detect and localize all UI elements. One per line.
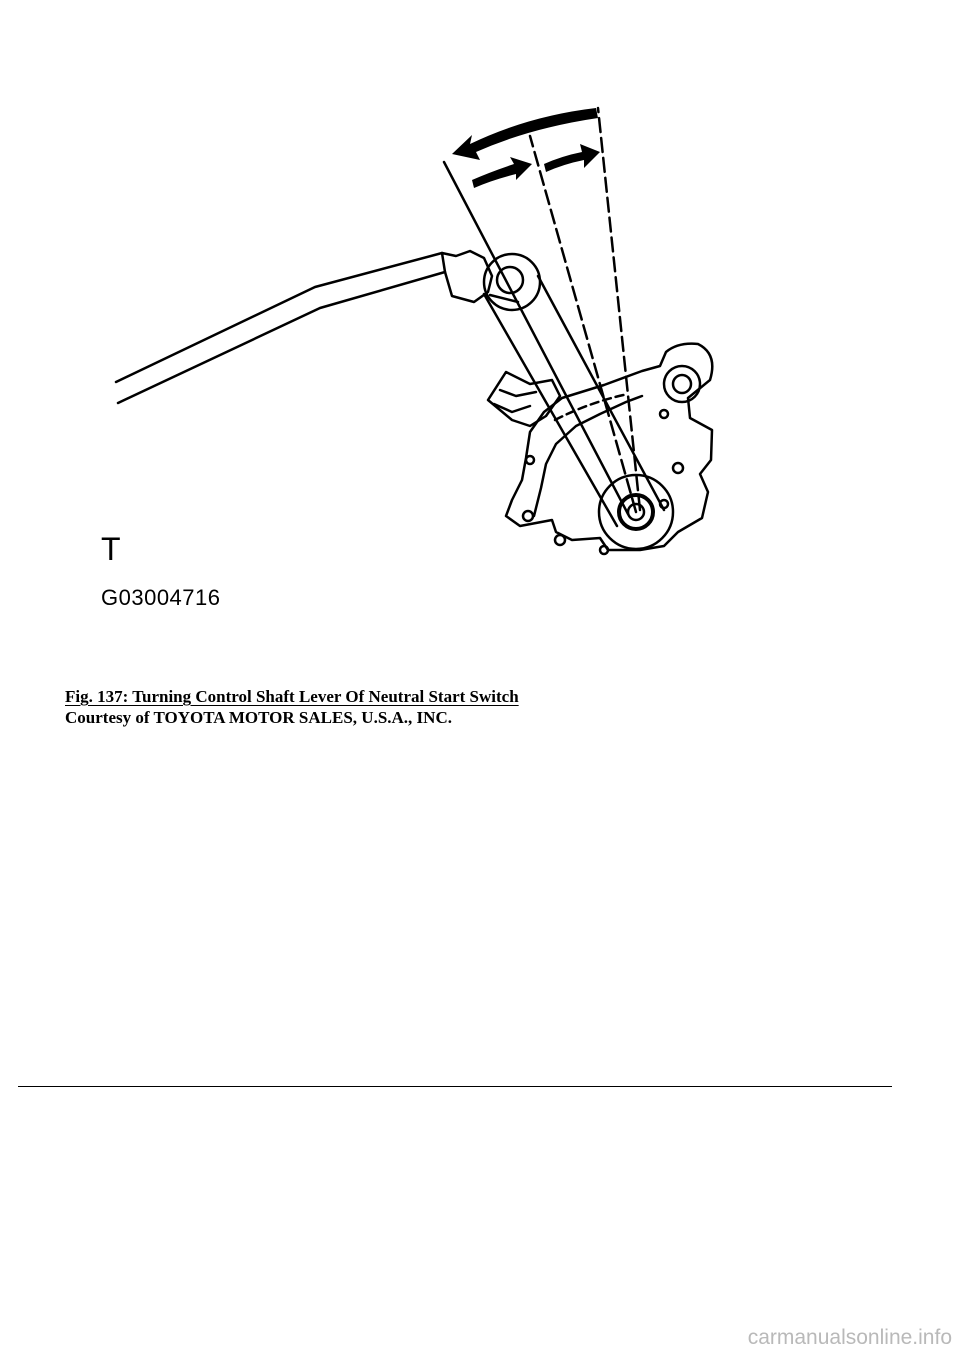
neutral-start-switch-drawing bbox=[60, 80, 780, 640]
rotation-arrow-left bbox=[452, 108, 598, 160]
rotation-arrow-right-1 bbox=[472, 157, 532, 188]
figure-label-letter: T bbox=[101, 531, 121, 567]
connector-block bbox=[488, 372, 560, 426]
caption-title: Fig. 137: Turning Control Shaft Lever Of Neutral Start Switch bbox=[65, 687, 519, 706]
illustration-figure bbox=[60, 80, 780, 640]
watermark: carmanualsonline.info bbox=[747, 1326, 952, 1349]
page-divider bbox=[18, 1086, 892, 1087]
figure-caption bbox=[65, 686, 519, 728]
wrench-handle bbox=[116, 253, 442, 382]
reference-line-left bbox=[444, 162, 628, 514]
wrench-handle-lower bbox=[118, 272, 445, 403]
rotation-arrow-right-2 bbox=[544, 144, 600, 172]
figure-label-code: G03004716 bbox=[101, 585, 221, 610]
caption-credit: Courtesy of TOYOTA MOTOR SALES, U.S.A., INC. bbox=[65, 708, 452, 727]
